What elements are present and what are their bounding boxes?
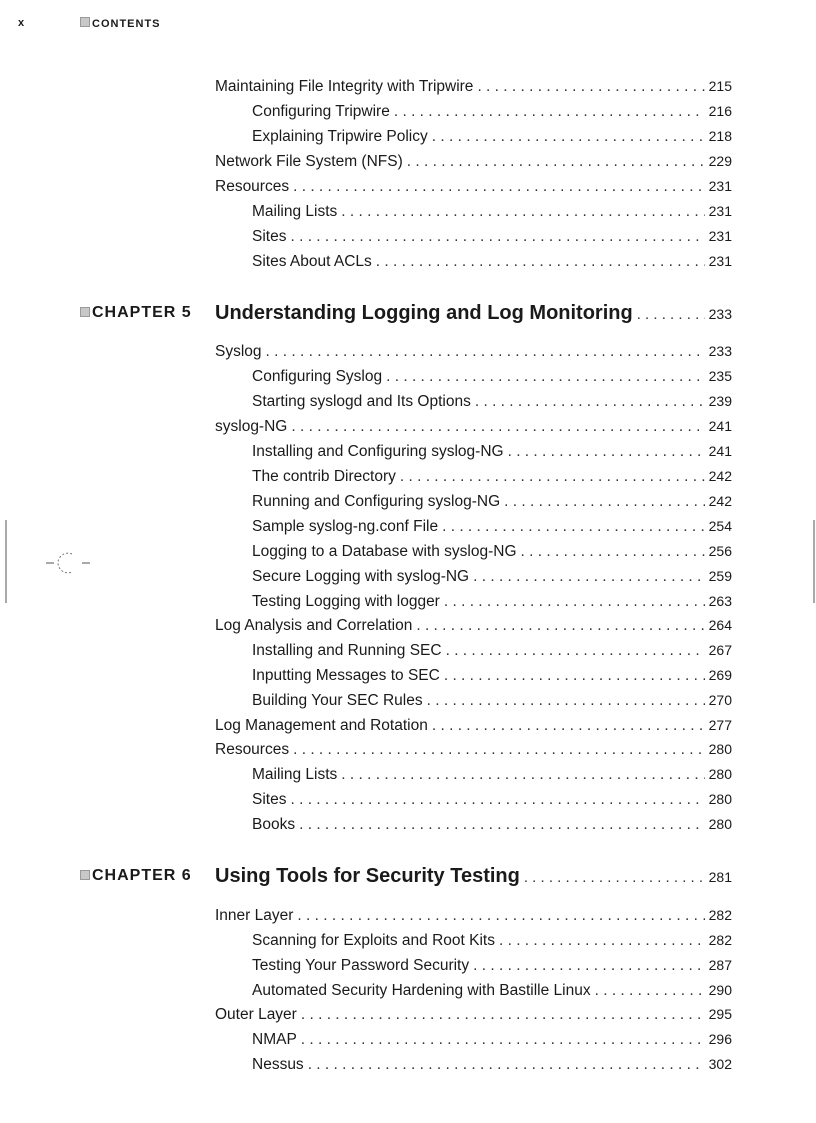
entry-page: 296 <box>708 1031 732 1047</box>
entry-page: 254 <box>708 518 732 534</box>
toc-entry <box>252 393 732 415</box>
entry-title: Syslog <box>215 343 262 360</box>
toc-entry <box>252 128 732 150</box>
entry-page: 302 <box>708 1056 732 1072</box>
toc-entry <box>252 667 732 689</box>
toc-entry <box>252 518 732 540</box>
toc-entry <box>252 443 732 465</box>
chapter-heading <box>0 302 816 330</box>
entry-title: Resources <box>215 741 290 758</box>
entry-page: 256 <box>708 543 732 559</box>
toc-entry <box>252 203 732 225</box>
entry-title: Running and Configuring syslog-NG <box>252 493 501 510</box>
entry-title: Books <box>252 816 296 833</box>
toc-entry <box>215 178 732 200</box>
entry-title: Installing and Running SEC <box>252 642 442 659</box>
chapter-title: Using Tools for Security Testing <box>215 865 520 887</box>
entry-title: Secure Logging with syslog-NG <box>252 568 470 585</box>
entry-page: 233 <box>708 343 732 359</box>
header-page-number: x <box>18 17 26 29</box>
toc-entry <box>215 343 732 365</box>
toc-entry <box>252 543 732 565</box>
entry-page: 239 <box>708 393 732 409</box>
entry-title: Nessus <box>252 1056 304 1073</box>
entry-title: Log Management and Rotation <box>215 717 428 734</box>
chapter-page: 281 <box>708 869 732 885</box>
entry-title: Configuring Tripwire <box>252 103 390 120</box>
chapter-title-row <box>215 302 732 325</box>
chapter-heading <box>0 865 816 893</box>
entry-page: 259 <box>708 568 732 584</box>
entry-page: 242 <box>708 493 732 509</box>
entry-page: 280 <box>708 741 732 757</box>
entry-title: Logging to a Database with syslog-NG <box>252 543 517 560</box>
toc-entry <box>252 642 732 664</box>
entry-title: Scanning for Exploits and Root Kits <box>252 932 495 949</box>
toc-entry <box>252 593 732 615</box>
toc-entry <box>252 982 732 1004</box>
chapter-title-row <box>215 865 732 888</box>
toc-entry <box>252 932 732 954</box>
entry-page: 295 <box>708 1006 732 1022</box>
square-bullet-icon <box>80 307 90 317</box>
entry-title: Network File System (NFS) <box>215 153 403 170</box>
entry-title: Installing and Configuring syslog-NG <box>252 443 504 460</box>
entry-title: NMAP <box>252 1031 297 1048</box>
entry-page: 269 <box>708 667 732 683</box>
toc-entry <box>252 766 732 788</box>
entry-page: 282 <box>708 932 732 948</box>
entry-page: 242 <box>708 468 732 484</box>
entry-page: 290 <box>708 982 732 998</box>
entry-page: 235 <box>708 368 732 384</box>
entry-title: Maintaining File Integrity with Tripwire <box>215 78 474 95</box>
entry-page: 231 <box>708 203 732 219</box>
entry-page: 241 <box>708 443 732 459</box>
entry-page: 267 <box>708 642 732 658</box>
entry-title: The contrib Directory <box>252 468 396 485</box>
chapter-label: CHAPTER 6 <box>80 867 192 885</box>
entry-page: 287 <box>708 957 732 973</box>
entry-page: 215 <box>708 78 732 94</box>
entry-page: 282 <box>708 907 732 923</box>
entry-title: Log Analysis and Correlation <box>215 617 413 634</box>
entry-page: 264 <box>708 617 732 633</box>
crop-mark-left <box>0 515 100 610</box>
entry-title: Configuring Syslog <box>252 368 383 385</box>
entry-page: 231 <box>708 228 732 244</box>
toc-entry <box>215 418 732 440</box>
entry-page: 280 <box>708 816 732 832</box>
entry-title: Inner Layer <box>215 907 294 924</box>
header-section-title: CONTENTS <box>92 18 161 30</box>
toc-entry <box>215 617 732 639</box>
toc-entry <box>252 368 732 390</box>
entry-page: 231 <box>708 253 732 269</box>
entry-page: 270 <box>708 692 732 708</box>
toc-entry <box>252 228 732 250</box>
entry-title: Testing Your Password Security <box>252 957 470 974</box>
chapter-label: CHAPTER 5 <box>80 304 192 322</box>
header-section <box>80 17 161 30</box>
chapter-title: Understanding Logging and Log Monitoring <box>215 302 633 324</box>
entry-title: Sites <box>252 228 287 245</box>
entry-page: 241 <box>708 418 732 434</box>
toc-entry <box>215 78 732 100</box>
toc-entry <box>252 957 732 979</box>
entry-title: Resources <box>215 178 290 195</box>
entry-page: 280 <box>708 791 732 807</box>
entry-title: Sites About ACLs <box>252 253 372 270</box>
entry-title: Automated Security Hardening with Bastille Linux <box>252 982 591 999</box>
entry-page: 229 <box>708 153 732 169</box>
toc-entry <box>252 103 732 125</box>
entry-page: 231 <box>708 178 732 194</box>
entry-title: Building Your SEC Rules <box>252 692 423 709</box>
toc-entry <box>252 493 732 515</box>
toc-entry <box>252 816 732 838</box>
toc-entry <box>252 568 732 590</box>
entry-title: Mailing Lists <box>252 203 338 220</box>
entry-title: Explaining Tripwire Policy <box>252 128 428 145</box>
toc-entry <box>215 741 732 763</box>
toc-entry <box>215 1006 732 1028</box>
toc-entry <box>252 1056 732 1078</box>
entry-page: 216 <box>708 103 732 119</box>
toc-entry <box>252 791 732 813</box>
entry-title: Sample syslog-ng.conf File <box>252 518 439 535</box>
toc-entry <box>215 153 732 175</box>
entry-page: 280 <box>708 766 732 782</box>
entry-title: syslog-NG <box>215 418 288 435</box>
entry-title: Sites <box>252 791 287 808</box>
entry-title: Testing Logging with logger <box>252 593 440 610</box>
toc-entry <box>252 468 732 490</box>
entry-page: 277 <box>708 717 732 733</box>
toc-entry <box>252 692 732 714</box>
toc-entry <box>215 907 732 929</box>
entry-page: 218 <box>708 128 732 144</box>
toc-entry <box>215 717 732 739</box>
crop-mark-right <box>808 515 816 610</box>
entry-title: Mailing Lists <box>252 766 338 783</box>
toc-entry <box>252 253 732 275</box>
entry-title: Starting syslogd and Its Options <box>252 393 471 410</box>
entry-page: 263 <box>708 593 732 609</box>
square-bullet-icon <box>80 870 90 880</box>
toc-entry <box>252 1031 732 1053</box>
entry-title: Inputting Messages to SEC <box>252 667 440 684</box>
chapter-page: 233 <box>708 306 732 322</box>
square-bullet-icon <box>80 17 90 27</box>
entry-title: Outer Layer <box>215 1006 297 1023</box>
